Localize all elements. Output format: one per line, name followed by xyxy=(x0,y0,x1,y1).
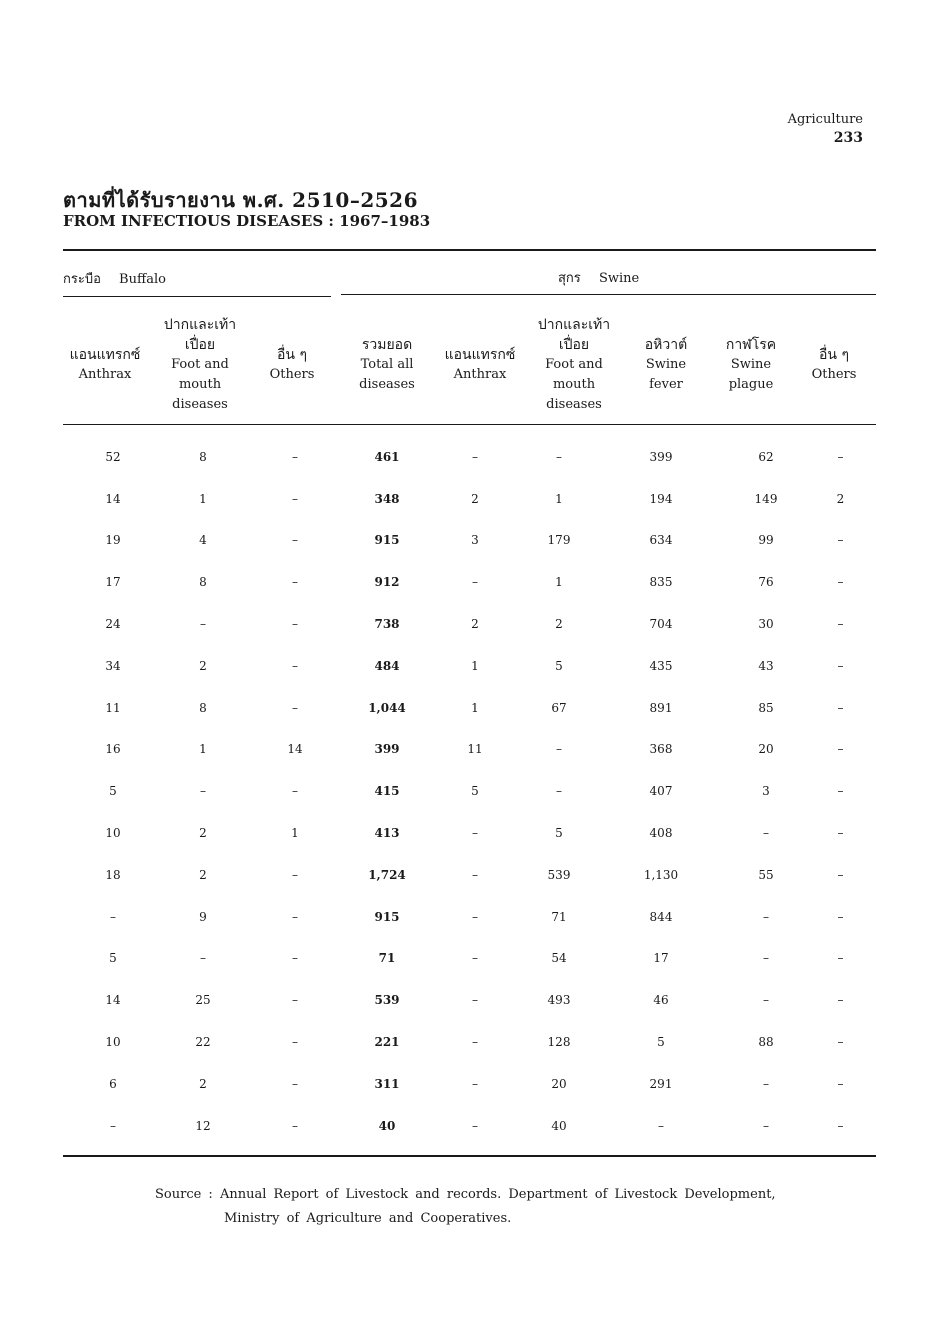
table-cell: 179 xyxy=(547,533,571,548)
table-cell: 18 xyxy=(105,867,121,882)
table-cell: 2 xyxy=(836,491,845,506)
table-cell: 915 xyxy=(374,533,400,548)
table-cell: 2 xyxy=(199,1076,207,1091)
column-header-swine-others xyxy=(796,306,872,424)
table-cell: 1 xyxy=(471,700,479,715)
col-1-thai: แอนแทรกซ์ xyxy=(69,347,141,363)
table-cell: 34 xyxy=(105,658,121,673)
table-cell: – xyxy=(763,1118,769,1133)
table-cell: 19 xyxy=(105,533,121,548)
table-row xyxy=(63,687,876,729)
table-cell: 10 xyxy=(105,1035,121,1050)
col-4-english: Total all diseases xyxy=(359,357,415,392)
table-row xyxy=(63,812,876,854)
table-cell: 2 xyxy=(199,867,207,882)
buffalo-english: Buffalo xyxy=(119,272,166,287)
table-cell: – xyxy=(200,951,206,966)
column-header-swine-plague xyxy=(713,306,789,424)
table-cell: – xyxy=(292,951,298,966)
table-cell: – xyxy=(837,1035,844,1050)
table-row xyxy=(63,478,876,520)
table-cell: 85 xyxy=(758,700,774,715)
table-cell: 738 xyxy=(374,617,400,632)
table-cell: 52 xyxy=(105,449,121,464)
table-row xyxy=(63,729,876,771)
table-cell: 9 xyxy=(199,909,207,924)
table-cell: 461 xyxy=(374,449,400,464)
table-cell: 88 xyxy=(758,1035,774,1050)
table-cell: 128 xyxy=(547,1035,571,1050)
table-cell: 5 xyxy=(555,658,563,673)
table-cell: 30 xyxy=(758,617,774,632)
table-cell: 311 xyxy=(374,1076,400,1091)
table-cell: – xyxy=(292,533,298,548)
source-line-1: Source : Annual Report of Livestock and records. Department of Livestock Development, xyxy=(155,1187,776,1202)
table-cell: – xyxy=(837,993,844,1008)
table-cell: 835 xyxy=(649,575,673,590)
col-6-english: Foot and mouth diseases xyxy=(545,357,603,412)
table-cell: 2 xyxy=(555,617,563,632)
table-cell: – xyxy=(292,784,298,799)
table-cell: – xyxy=(292,909,298,924)
table-cell: 8 xyxy=(199,575,207,590)
table-cell: 1,724 xyxy=(368,867,406,882)
col-9-english: Others xyxy=(811,367,857,382)
table-cell: 5 xyxy=(657,1035,665,1050)
col-5-english: Anthrax xyxy=(453,367,507,382)
page-header xyxy=(788,110,863,148)
table-cell: 915 xyxy=(374,909,400,924)
table-cell: 415 xyxy=(374,784,400,799)
col-2-english: Foot and mouth diseases xyxy=(171,357,229,412)
table-cell: 704 xyxy=(649,617,673,632)
table-cell: – xyxy=(292,1076,298,1091)
table-cell: 539 xyxy=(374,993,400,1008)
table-cell: 10 xyxy=(105,826,121,841)
table-cell: 1,130 xyxy=(643,867,679,882)
table-cell: – xyxy=(763,909,769,924)
table-cell: – xyxy=(556,742,562,757)
buffalo-thai: กระบือ xyxy=(63,272,101,287)
table-cell: 25 xyxy=(195,993,211,1008)
column-header-buffalo-fmd xyxy=(155,306,245,424)
col-2-thai: ปากและเท้าเปื่อย xyxy=(163,317,237,353)
table-cell: 43 xyxy=(758,658,774,673)
table-cell: 1 xyxy=(199,491,207,506)
source-line-2: Ministry of Agriculture and Cooperatives. xyxy=(224,1211,512,1226)
table-cell: – xyxy=(837,826,844,841)
buffalo-group-rule xyxy=(63,296,331,297)
table-cell: 539 xyxy=(547,867,571,882)
table-row xyxy=(63,938,876,980)
page-number: 233 xyxy=(833,130,863,146)
table-cell: – xyxy=(292,867,298,882)
table-cell: – xyxy=(472,575,478,590)
table-row xyxy=(63,770,876,812)
table-cell: 1 xyxy=(291,826,299,841)
table-cell: 62 xyxy=(758,449,774,464)
table-cell: 399 xyxy=(649,449,673,464)
table-cell: 6 xyxy=(109,1076,117,1091)
table-cell: 40 xyxy=(378,1118,396,1133)
table-cell: 407 xyxy=(649,784,673,799)
col-3-english: Others xyxy=(269,367,315,382)
table-cell: – xyxy=(763,993,769,1008)
column-header-buffalo-others xyxy=(252,306,332,424)
column-header-swine-fmd xyxy=(528,306,620,424)
table-cell: 2 xyxy=(471,491,479,506)
table-cell: 1 xyxy=(199,742,207,757)
table-cell: – xyxy=(110,1118,116,1133)
header-bottom-rule xyxy=(63,424,876,425)
table-cell: 17 xyxy=(653,951,669,966)
table-cell: 291 xyxy=(649,1076,673,1091)
table-cell: 14 xyxy=(287,742,303,757)
table-cell: – xyxy=(837,951,844,966)
table-cell: – xyxy=(472,909,478,924)
table-cell: 368 xyxy=(649,742,673,757)
table-cell: – xyxy=(472,449,478,464)
table-cell: 493 xyxy=(547,993,571,1008)
table-cell: 844 xyxy=(649,909,673,924)
table-cell: – xyxy=(556,784,562,799)
table-cell: 67 xyxy=(551,700,567,715)
table-row xyxy=(63,603,876,645)
table-cell: – xyxy=(837,1076,844,1091)
group-swine-label xyxy=(558,267,639,288)
col-1-english: Anthrax xyxy=(78,367,132,382)
table-cell: 40 xyxy=(551,1118,567,1133)
table-cell: – xyxy=(292,449,298,464)
table-cell: – xyxy=(292,993,298,1008)
table-cell: – xyxy=(837,909,844,924)
table-cell: 3 xyxy=(762,784,770,799)
table-cell: – xyxy=(837,784,844,799)
table-cell: 484 xyxy=(374,658,400,673)
table-row xyxy=(63,854,876,896)
table-cell: 8 xyxy=(199,700,207,715)
table-row xyxy=(63,1063,876,1105)
table-top-rule xyxy=(63,249,876,251)
table-cell: – xyxy=(292,491,298,506)
col-7-english: Swine fever xyxy=(645,357,687,392)
table-cell: 2 xyxy=(199,658,207,673)
table-cell: – xyxy=(837,617,844,632)
table-cell: 54 xyxy=(551,951,567,966)
table-cell: – xyxy=(763,1076,769,1091)
table-cell: – xyxy=(837,867,844,882)
table-cell: – xyxy=(292,575,298,590)
table-cell: 634 xyxy=(649,533,673,548)
table-cell: 55 xyxy=(758,867,774,882)
col-9-thai: อื่น ๆ xyxy=(819,347,849,363)
table-row xyxy=(63,1105,876,1147)
table-bottom-rule xyxy=(63,1155,876,1157)
table-row xyxy=(63,896,876,938)
group-buffalo-label xyxy=(63,268,166,289)
table-cell: 399 xyxy=(374,742,400,757)
table-cell: 5 xyxy=(555,826,563,841)
swine-group-rule xyxy=(341,294,876,295)
col-4-thai: รวมยอด xyxy=(361,337,413,353)
table-cell: 11 xyxy=(105,700,121,715)
swine-thai: สุกร xyxy=(558,271,581,286)
table-row xyxy=(63,520,876,562)
table-cell: 76 xyxy=(758,575,774,590)
table-cell: 11 xyxy=(467,742,483,757)
table-cell: 20 xyxy=(758,742,774,757)
table-cell: 2 xyxy=(199,826,207,841)
source-note xyxy=(155,1183,776,1231)
table-cell: – xyxy=(837,700,844,715)
table-row xyxy=(63,1021,876,1063)
table-row xyxy=(63,561,876,603)
table-cell: 413 xyxy=(374,826,400,841)
table-cell: – xyxy=(837,742,844,757)
table-cell: 46 xyxy=(653,993,669,1008)
data-table-body xyxy=(63,436,876,1147)
table-cell: 912 xyxy=(374,575,400,590)
title-english: FROM INFECTIOUS DISEASES : 1967–1983 xyxy=(63,212,431,230)
table-row xyxy=(63,979,876,1021)
table-cell: 435 xyxy=(649,658,673,673)
table-cell: – xyxy=(110,909,116,924)
table-row xyxy=(63,645,876,687)
table-cell: – xyxy=(472,867,478,882)
table-cell: – xyxy=(200,617,206,632)
table-cell: – xyxy=(837,658,844,673)
col-8-english: Swine plague xyxy=(728,357,774,392)
column-header-swine-anthrax xyxy=(437,306,523,424)
table-cell: 194 xyxy=(649,491,673,506)
table-cell: – xyxy=(292,1118,298,1133)
col-6-thai: ปากและเท้าเปื่อย xyxy=(537,317,611,353)
col-3-thai: อื่น ๆ xyxy=(277,347,307,363)
table-cell: – xyxy=(472,951,478,966)
section-label: Agriculture xyxy=(787,112,863,127)
table-cell: 408 xyxy=(649,826,673,841)
col-5-thai: แอนแทรกซ์ xyxy=(444,347,516,363)
table-cell: 16 xyxy=(105,742,121,757)
table-cell: – xyxy=(837,449,844,464)
table-cell: – xyxy=(292,658,298,673)
table-cell: – xyxy=(763,826,769,841)
table-cell: – xyxy=(292,700,298,715)
table-cell: 71 xyxy=(551,909,567,924)
table-row xyxy=(63,436,876,478)
table-cell: 3 xyxy=(471,533,479,548)
table-cell: 71 xyxy=(378,951,396,966)
table-cell: – xyxy=(763,951,769,966)
table-cell: – xyxy=(837,575,844,590)
table-cell: – xyxy=(658,1118,664,1133)
table-cell: 5 xyxy=(109,784,117,799)
table-cell: 891 xyxy=(649,700,673,715)
table-cell: 221 xyxy=(374,1035,400,1050)
table-cell: 5 xyxy=(471,784,479,799)
table-cell: 1,044 xyxy=(368,700,406,715)
table-cell: 99 xyxy=(758,533,774,548)
table-cell: – xyxy=(472,1035,478,1050)
col-8-thai: กาฬโรค xyxy=(725,337,777,353)
table-cell: 1 xyxy=(471,658,479,673)
table-cell: 14 xyxy=(105,993,121,1008)
swine-english: Swine xyxy=(598,271,640,286)
table-cell: – xyxy=(292,1035,298,1050)
table-cell: 8 xyxy=(199,449,207,464)
column-header-total xyxy=(348,306,426,424)
table-cell: 20 xyxy=(551,1076,567,1091)
table-cell: 22 xyxy=(195,1035,211,1050)
table-cell: – xyxy=(292,617,298,632)
table-cell: 24 xyxy=(105,617,121,632)
table-cell: – xyxy=(472,1076,478,1091)
col-7-thai: อหิวาต์ xyxy=(644,337,688,353)
title-thai: ตามที่ได้รับรายงาน พ.ศ. 2510–2526 xyxy=(63,188,418,212)
table-cell: 1 xyxy=(555,575,563,590)
table-cell: 17 xyxy=(105,575,121,590)
table-cell: 149 xyxy=(754,491,778,506)
table-cell: 5 xyxy=(109,951,117,966)
column-header-buffalo-anthrax xyxy=(63,306,147,424)
table-cell: – xyxy=(837,1118,844,1133)
table-cell: 2 xyxy=(471,617,479,632)
table-cell: – xyxy=(472,826,478,841)
column-header-swine-fever xyxy=(630,306,702,424)
table-cell: – xyxy=(472,993,478,1008)
table-cell: 1 xyxy=(555,491,563,506)
table-cell: – xyxy=(472,1118,478,1133)
table-cell: – xyxy=(556,449,562,464)
table-cell: 14 xyxy=(105,491,121,506)
table-cell: – xyxy=(837,533,844,548)
table-cell: 4 xyxy=(199,533,207,548)
table-cell: 12 xyxy=(195,1118,211,1133)
table-cell: 348 xyxy=(374,491,400,506)
table-cell: – xyxy=(200,784,206,799)
